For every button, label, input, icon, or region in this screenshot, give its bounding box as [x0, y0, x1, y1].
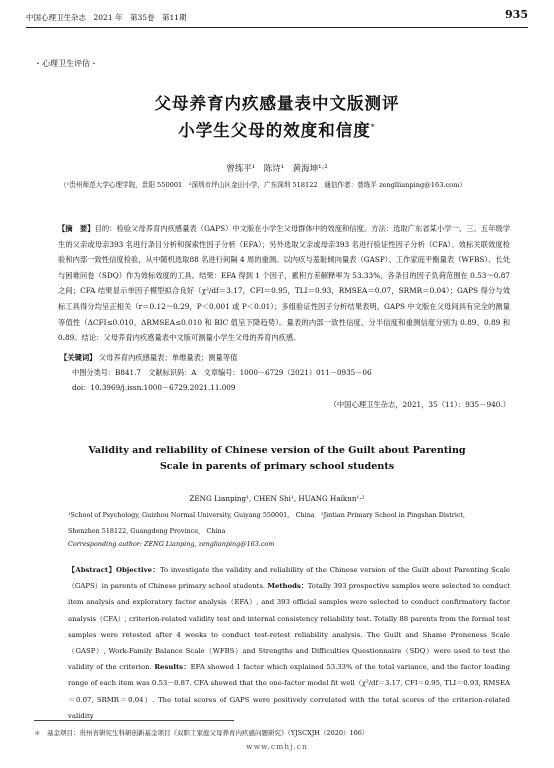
affiliation-en-line-2: Shenzhen 518122, Guangdong Province, China: [68, 527, 226, 535]
title-footnote-mark: *: [370, 122, 376, 132]
abstract-cn: [58, 221, 510, 346]
affiliation-cn: （¹贵州师范大学心理学院，贵阳 550001 ²深圳市坪山区金田小学，广东深圳 518122 通信作者：曾练平 zengllianping@163.com）: [60, 181, 466, 189]
doi-line: doi：10.3969/j.issn.1000－6729.2021.11.009: [72, 383, 236, 392]
authors-cn: 曾练平¹ 陈诗¹ 黄海坤¹·²: [226, 164, 328, 174]
section-label: ・心理卫生评估・: [34, 59, 98, 68]
journal-issue: 中国心理卫生杂志 2021 年 第35卷 第11期: [26, 13, 187, 22]
keywords-cn: [60, 353, 510, 363]
abstract-cn-text: 目的：检验父母养育内疚感量表（GAPS）中文版在小学生父母群体中的效度和信度。方法：选取广东省某小学一、三、五年级学生的父亲或母亲393 名进行条目分析和探索性因子分析（EFA）；另外选取父亲或母亲393 名进行验证性因子分析（CFA）、效标关联效度检验和内部一致性信度检验，从中随机选取88 名进行间隔 4 周的重测。以内疚与羞耻倾向量表（GASP）、工作家庭平衡量表（WFBS）、长处与困难问卷（SDQ）作为效标效度的工具。结果：EFA 得到 1 个因子，累积方差解释率为 53.33%，各条目的因子负荷范围在 0.53～0.87 之间；CFA 结果显示单因子模型拟合良好（χ²/df＝3.17，CFI＝0.95，TLI＝0.93，RMSEA＝0.07，SRMR＝0.04）；GAPS 得分与效标工具得分均呈正相关（r＝0.12～0.29，P＜0.001 或 P＜0.01）；多组验证性因子分析结果表明，GAPS 中文版在父母间具有完全的测量等值性（ΔCFI≤0.010、ΔRMSEA≤0.010 和 BIC 值呈下降趋势）。量表的内部一致性信度、分半信度和重测信度分别为 0.89、0.89 和 0.89。结论：父母养育内疚感量表中文版可测量小学生父母的养育内疚感。: [58, 224, 510, 343]
page-number: 935: [505, 8, 528, 21]
title-text-1: 父母养育内疚感量表中文版测评: [154, 94, 400, 113]
abstract-en-label: 【Abstract】: [68, 566, 116, 574]
results-text: EFA showed 1 factor which explained 53.33% of the total variance, and the factor loading range of each item was 0.53－0.87. CFA showed that the one-factor model fit well（χ²/df＝3.17, CFI＝0.95, TLI＝0.93, RMSEA＝0.07, SRMR＝0.04）. The total scores of GAPS were positively correlated with the total scores of the criterion-related validity: [68, 663, 510, 720]
methods-text: Totally 393 prospective samples were selected to conduct item analysis and exploratory factor analysis（EFA）, and 393 official samples were selected to conduct confirmatory factor analysis（CFA）, criterion-related validity test and internal consistency reliability test. Totally 88 parents from the formal test samples were retested after 4 weeks to conduct test-retest reliability analysis. The Guilt and Shame Proneness Scale（GASP）, Work-Family Balance Scale（WFBS）and Strengths and Difficulties Questionnaire（SDQ）were used to test the validity of the criterion.: [68, 582, 510, 672]
keywords-cn-text: 父母养育内疚感量表；单维量表；测量等值: [98, 353, 238, 362]
citation-line: （中国心理卫生杂志，2021，35（11）：935－940.）: [329, 400, 510, 409]
objective-label: Objective：: [115, 566, 160, 574]
affiliation-en: [68, 507, 510, 539]
abstract-en: [68, 562, 510, 724]
keywords-cn-label: 【关键词】: [60, 353, 97, 362]
corresponding-author-en: Corresponding author: ZENG Lianping, zenglianping@163.com: [68, 540, 275, 548]
abstract-cn-label: 【摘 要】: [58, 224, 95, 233]
title-line-2: [0, 117, 554, 141]
results-label: Results：: [154, 663, 191, 672]
title-en-line-1: Validity and reliability of Chinese version of the Guilt about Parenting: [88, 445, 466, 456]
title-en-line-2: Scale in parents of primary school students: [159, 461, 395, 472]
website-footer: www.cmhj.cn: [246, 742, 308, 751]
fund-footnote: ＊ 基金项目：贵州省研究生科研创新基金项目《双职工家庭父母养育内疚感问题研究》（YJSCXJH（2020）106）: [34, 729, 369, 737]
header-rule: [26, 27, 528, 28]
running-header: [26, 8, 528, 26]
affiliation-en-line-1: ¹School of Psychology, Guizhou Normal University, Guiyang 550001, China ²Jintian Primary School in Pingshan District,: [68, 511, 466, 519]
methods-label: Methods：: [267, 582, 308, 591]
title-text-2: 小学生父母的效度和信度: [178, 121, 371, 140]
title-line-1: [0, 90, 554, 114]
authors-en: ZENG Lianping¹, CHEN Shi¹, HUANG Haikun¹·²: [189, 494, 365, 503]
objective-text: To investigate the validity and reliability of the Chinese version of the Guilt about Parenting Scale（GAPS）in parents of Chinese primary school students.: [68, 566, 511, 591]
classification-line: 中图分类号：B841.7 文献标识码：A 文章编号：1000－6729（2021）011－0935－06: [72, 368, 372, 377]
footnote-rule: [34, 720, 234, 721]
